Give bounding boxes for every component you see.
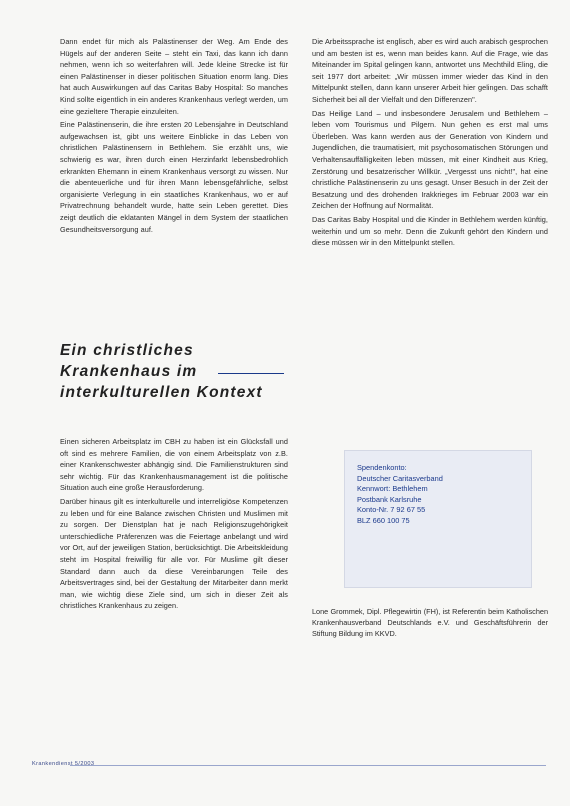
donation-bank: Postbank Karlsruhe bbox=[357, 494, 422, 504]
paragraph: Das Heilige Land – und insbesondere Jerusalem und Bethlehem – leben vom Tourismus und Pilgern. Nun gehen es erst mal ums Überleben. Was kann werden aus der Generation von Kindern und Jugendlichen, die traumatisiert, mit psychosomatischen Störungen und Verhaltensauffälligkeiten leben müssen, mit einer Kindheit aus Krieg, Zerstörung und besatzerischer Willkür. „Vergesst uns nicht!", hat eine christliche Palästinenserin zu uns gesagt. Unser Besuch in der Zeit der Besatzung und des drohenden Irakkrieges im Februar 2003 war ein Zeichen der Hoffnung auf Normalität. bbox=[312, 108, 548, 211]
donation-keyword: Kennwort: Bethlehem bbox=[357, 484, 428, 494]
donation-recipient: Deutscher Caritasverband bbox=[357, 473, 443, 483]
section-body bbox=[60, 436, 288, 614]
left-column bbox=[60, 36, 288, 237]
section-heading: Ein christliches Krankenhaus im interkulturellen Kontext bbox=[60, 342, 263, 401]
paragraph: Darüber hinaus gilt es interkulturelle und interreligiöse Kompetenzen zu leben und für eine Balance zwischen Christen und Muslimen mit zu sorgen. Der Dienstplan hat je nach Religionszugehörigkeit unterschiedliche Präferenzen was die Feiertage anbelangt und wird vor Ort, auf der jeweiligen Station, berücksichtigt. Die Arbeitskleidung steht im Hospital freiwillig für alle vor. Für Muslime gilt dieser Standard dann auch da diese Vereinbarungen Teile des Arbeitsvertrages sind, bei der Gestaltung der Mitarbeiter dann merkt man, wie wichtig diese Ziele sind, um sich in dieser Zeit als christliches Krankenhaus zu zeigen. bbox=[60, 496, 288, 611]
donation-account: Konto-Nr. 7 92 67 55 bbox=[357, 505, 426, 515]
paragraph: Dann endet für mich als Palästinenser der Weg. Am Ende des Hügels auf der anderen Seite – steht ein Taxi, das kann ich dann nehmen, wenn ich so weiterfahren will. Jede kleine Strecke ist für einen Palästinenser in dieser politischen Situation enorm lang. Dies hat auch Auswirkungen auf das Caritas Baby Hospital: So manches Kind sollte eigentlich in ein anderes Krankenhaus verlegt werden, um eine gezieltere Therapie einzuleiten. bbox=[60, 37, 288, 116]
heading-underline bbox=[218, 373, 284, 374]
paragraph: Die Arbeitssprache ist englisch, aber es wird auch arabisch gesprochen und am besten ist es, wenn man beides kann. Auf die Frage, wie das Miteinander im Spital gelingen kann, antwortet uns Mechthild Eling, die seit 1977 dort arbeitet: „Wir müssen immer wieder das Kind in den Mittelpunkt stellen, dann kann unserer Arbeit hier gelingen. Das schafft Sicherheit bei all der Vielfalt und den Differenzen". bbox=[312, 37, 548, 104]
paragraph: Einen sicheren Arbeitsplatz im CBH zu haben ist ein Glücksfall und oft sind es mehrere Familien, die von einem Arbeitsplatz von z.B. einer Krankenschwester abhängig sind. Die Familienstrukturen sind sehr wichtig. Für das Krankenhausmanagement ist die politische Situation auch eine große Herausforderung. bbox=[60, 437, 288, 493]
footer-label: Krankendienst 5/2003 bbox=[32, 761, 95, 767]
donation-box bbox=[344, 450, 532, 588]
donation-label: Spendenkonto: bbox=[357, 463, 407, 472]
paragraph: Das Caritas Baby Hospital und die Kinder in Bethlehem werden künftig, weiterhin und um so mehr. Denn die Zukunft gehört den Kindern und diese müssen wir in den Mittelpunkt stellen. bbox=[312, 214, 548, 248]
right-column bbox=[312, 36, 548, 251]
donation-blz: BLZ 660 100 75 bbox=[357, 515, 410, 525]
author-bio: Lone Grommek, Dipl. Pflegewirtin (FH), ist Referentin beim Katholischen Krankenhausverband Deutschlands e.V. und Geschäftsführerin der Stiftung Bildung im KKVD. bbox=[312, 607, 548, 639]
paragraph: Eine Palästinenserin, die ihre ersten 20 Lebensjahre in Deutschland aufgewachsen ist, gibt uns weitere Einblicke in das Leben von christlichen Palästinensern in Bethlehem. Sie erzählt uns, wie schwierig es war, ihren durch einen Herzinfarkt lebensbedrohlich erkrankten Ehemann in einem Krankenhaus versorgt zu wissen. Nur die abenteuerliche und für ihren Mann lebensgefährliche, selbst organisierte Verlegung in ein staatliches Krankenhaus, wo er auf Privatrechnung behandelt wurde, hatte sein Leben gerettet. Dies zeigt deutlich die eklatanten Mängel in dem System der staatlichen Gesundheitsversorgung auf. bbox=[60, 120, 288, 234]
footer-rule bbox=[70, 765, 546, 766]
